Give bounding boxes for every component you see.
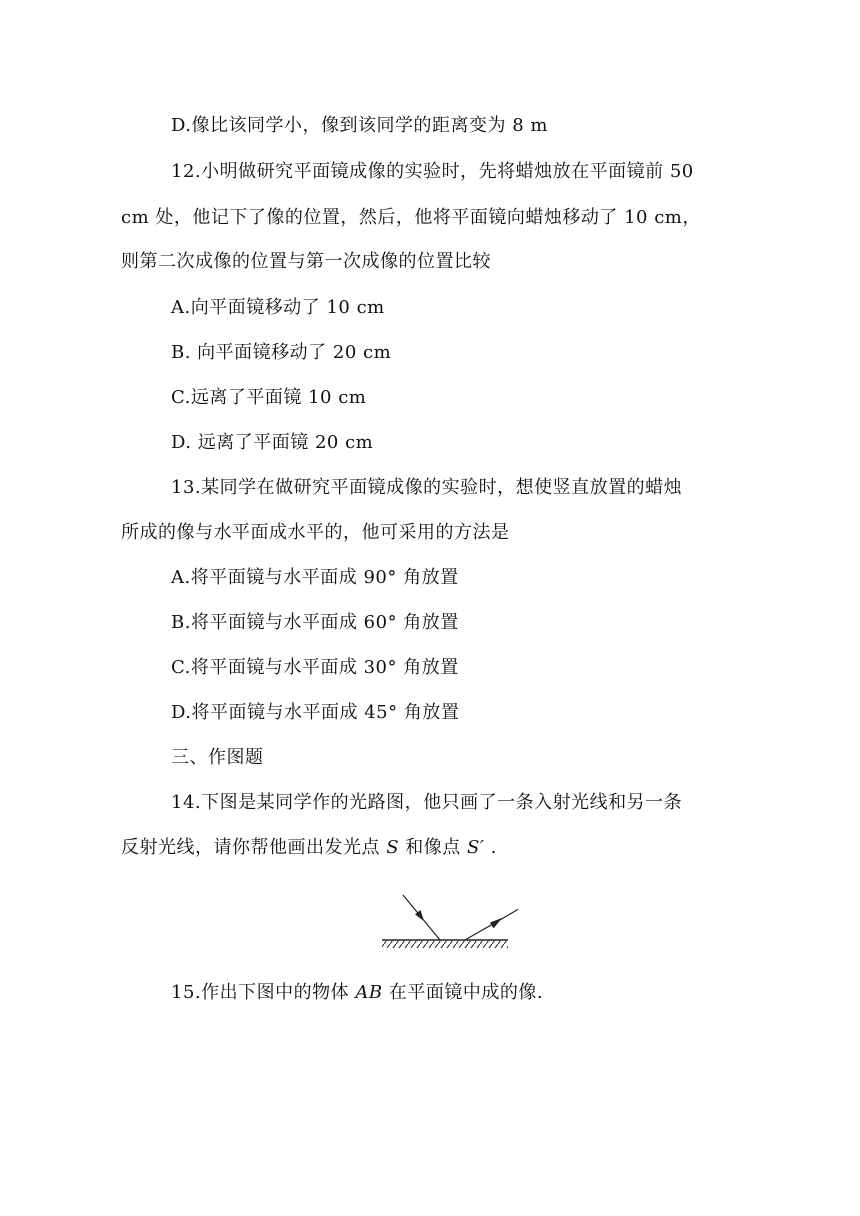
q14-stem-line-1: 14.下图是某同学作的光路图，他只画了一条入射光线和另一条 bbox=[171, 792, 683, 813]
point-s-prime-label: S′ bbox=[467, 837, 485, 858]
q13-stem-line-2: 所成的像与水平面成水平的，他可采用的方法是 bbox=[121, 522, 510, 543]
q12-option-b: B. 向平面镜移动了 20 cm bbox=[171, 342, 392, 363]
q14-text-a: 反射光线，请你帮他画出发光点 bbox=[121, 837, 387, 858]
q15-stem bbox=[171, 981, 543, 1005]
q13-stem-line-1: 13.某同学在做研究平面镜成像的实验时，想使竖直放置的蜡烛 bbox=[171, 477, 683, 498]
q14-text-c: . bbox=[484, 837, 497, 858]
q12-stem-line-3: 则第二次成像的位置与第一次成像的位置比较 bbox=[121, 251, 491, 272]
point-s-label: S bbox=[386, 837, 400, 858]
q15-text-b: 在平面镜中成的像. bbox=[382, 982, 544, 1003]
q12-option-a: A.向平面镜移动了 10 cm bbox=[171, 297, 385, 318]
q12-stem-line-2: cm 处，他记下了像的位置，然后，他将平面镜向蜡烛移动了 10 cm， bbox=[121, 207, 701, 228]
q11-option-d: D.像比该同学小，像到该同学的距离变为 8 m bbox=[171, 115, 548, 136]
q15-text-a: 15.作出下图中的物体 bbox=[171, 982, 356, 1003]
q14-text-b: 和像点 bbox=[399, 837, 468, 858]
light-path-diagram bbox=[378, 888, 518, 952]
q13-option-d: D.将平面镜与水平面成 45° 角放置 bbox=[171, 702, 460, 723]
q12-option-d: D. 远离了平面镜 20 cm bbox=[171, 432, 374, 453]
q13-option-c: C.将平面镜与水平面成 30° 角放置 bbox=[171, 657, 459, 678]
section-heading: 三、作图题 bbox=[171, 747, 264, 768]
mirror-hatching bbox=[382, 941, 508, 948]
object-ab-label: AB bbox=[355, 982, 383, 1003]
q13-option-a: A.将平面镜与水平面成 90° 角放置 bbox=[171, 567, 459, 588]
q12-option-c: C.远离了平面镜 10 cm bbox=[171, 387, 367, 408]
reflected-ray bbox=[465, 902, 518, 940]
q12-stem-line-1: 12.小明做研究平面镜成像的实验时，先将蜡烛放在平面镜前 50 bbox=[171, 161, 694, 182]
q13-option-b: B.将平面镜与水平面成 60° 角放置 bbox=[171, 612, 459, 633]
reflected-ray-arrow-icon bbox=[490, 918, 502, 929]
q14-stem-line-2 bbox=[121, 836, 497, 860]
